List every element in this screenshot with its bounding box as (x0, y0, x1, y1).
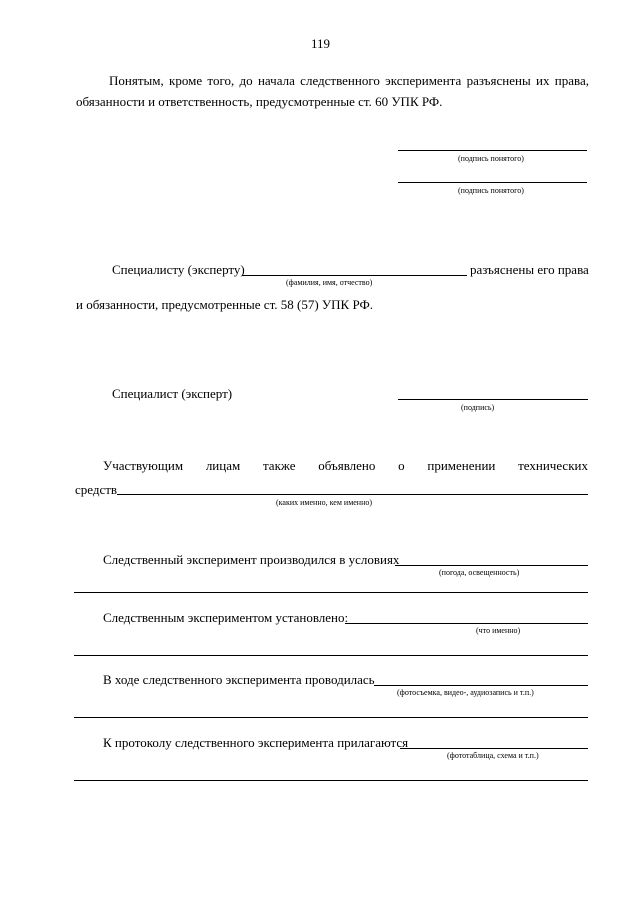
participants-word: также (262, 458, 296, 473)
witness-signature-caption-2: (подпись понятого) (458, 186, 524, 195)
recording-line[interactable] (374, 685, 588, 686)
participants-word: о (398, 458, 405, 473)
attachments-label: К протоколу следственного эксперимента прилагаются (103, 735, 409, 750)
recording-caption: (фотосъемка, видео-, аудиозапись и т.п.) (397, 688, 534, 697)
specialist-label: Специалисту (эксперту) (112, 262, 245, 277)
attachments-line[interactable] (400, 748, 588, 749)
specialist-name-line[interactable] (242, 275, 467, 276)
participants-word: объявлено (318, 458, 376, 473)
participants-word: технических (518, 458, 588, 473)
participants-word: Участвующим (103, 458, 184, 473)
recording-label: В ходе следственного эксперимента проводилась (103, 672, 375, 687)
specialist-line-2: и обязанности, предусмотренные ст. 58 (57) УПК РФ. (76, 297, 373, 312)
conditions-line-2[interactable] (74, 592, 588, 593)
participants-word: лицам (205, 458, 241, 473)
recording-line-2[interactable] (74, 717, 588, 718)
established-line-2[interactable] (74, 655, 588, 656)
specialist-rights-text: разъяснены его права (470, 262, 589, 277)
witness-signature-line-2[interactable] (398, 182, 587, 183)
technical-means-line[interactable] (117, 494, 588, 495)
conditions-caption: (погода, освещенность) (439, 568, 520, 577)
participants-word: применении (427, 458, 496, 473)
intro-line-1: Понятым, кроме того, до начала следственного эксперимента разъяснены их права, (109, 73, 589, 88)
specialist-sign-label: Специалист (эксперт) (112, 386, 233, 401)
specialist-name-caption: (фамилия, имя, отчество) (286, 278, 373, 287)
attachments-line-2[interactable] (74, 780, 588, 781)
participants-line-2-label: средств (75, 482, 118, 497)
established-label: Следственным экспериментом установлено: (103, 610, 349, 625)
specialist-signature-caption: (подпись) (461, 403, 495, 412)
technical-means-caption: (каких именно, кем именно) (276, 498, 373, 507)
intro-line-2: обязанности и ответственность, предусмотренные ст. 60 УПК РФ. (76, 94, 443, 109)
page-number: 119 (311, 36, 331, 51)
participants-line-1 (103, 459, 588, 472)
attachments-caption: (фототаблица, схема и т.п.) (447, 751, 539, 760)
established-line[interactable] (345, 623, 588, 624)
conditions-line[interactable] (395, 565, 588, 566)
witness-signature-caption-1: (подпись понятого) (458, 154, 524, 163)
established-caption: (что именно) (476, 626, 521, 635)
witness-signature-line-1[interactable] (398, 150, 587, 151)
specialist-signature-line[interactable] (398, 399, 588, 400)
conditions-label: Следственный эксперимент производился в условиях (103, 552, 400, 567)
